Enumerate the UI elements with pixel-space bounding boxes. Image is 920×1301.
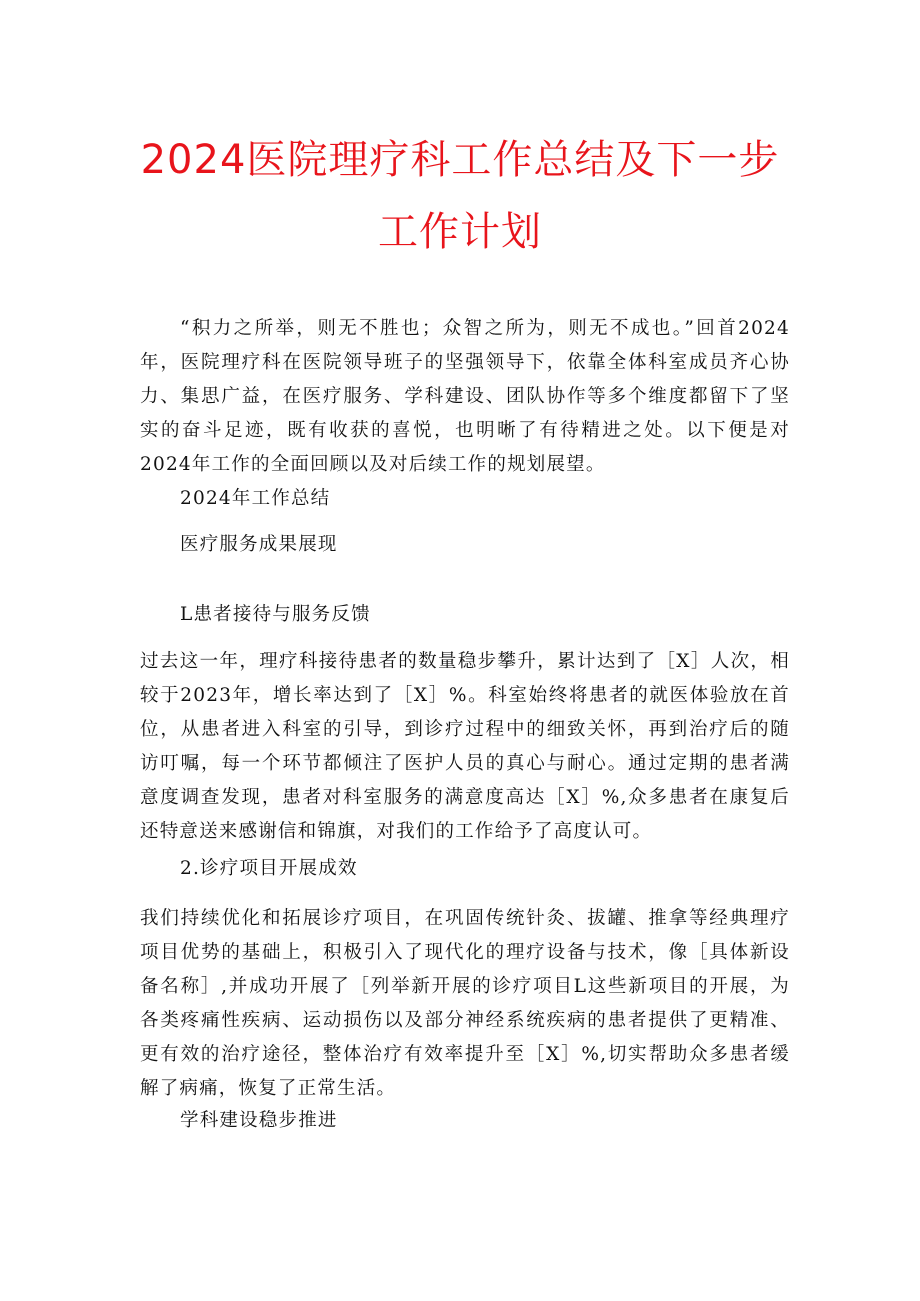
paragraph-projects: 我们持续优化和拓展诊疗项目，在巩固传统针灸、拔罐、推拿等经典理疗项目优势的基础上，积极引入了现代化的理疗设备与技术，像［具体新设备名称］,并成功开展了［列举新开展的诊疗项目L这些新项目的开展，为各类疼痛性疾病、运动损伤以及部分神经系统疾病的患者提供了更精准、更有效的治疗途径，整体治疗有效率提升至［X］%,切实帮助众多患者缓解了病痛，恢复了正常生活。 bbox=[140, 908, 790, 1099]
item-heading-reception: L患者接待与服务反馈 bbox=[180, 604, 371, 625]
section-heading-summary: 2024年工作总结 bbox=[180, 488, 331, 509]
subsection-heading-medical: 医疗服务成果展现 bbox=[180, 534, 338, 555]
intro-paragraph: “积力之所举，则无不胜也；众智之所为，则无不成也。”回首2024年，医院理疗科在医院领导班子的坚强领导下，依靠全体科室成员齐心协力、集思广益，在医疗服务、学科建设、团队协作等多个维度都留下了坚实的奋斗足迹，既有收获的喜悦，也明晰了有待精进之处。以下便是对2024年工作的全面回顾以及对后续工作的规划展望。 bbox=[140, 318, 790, 475]
document-title-line1: 2024医院理疗科工作总结及下一步 bbox=[140, 137, 780, 183]
subsection-heading-discipline: 学科建设稳步推进 bbox=[180, 1110, 338, 1131]
document-title-line2: 工作计划 bbox=[378, 209, 542, 255]
item-heading-projects: 2.诊疗项目开展成效 bbox=[180, 858, 358, 879]
paragraph-reception: 过去这一年，理疗科接待患者的数量稳步攀升，累计达到了［X］人次，相较于2023年，增长率达到了［X］%。科室始终将患者的就医体验放在首位，从患者进入科室的引导，到诊疗过程中的细致关怀，再到治疗后的随访叮嘱，每一个环节都倾注了医护人员的真心与耐心。通过定期的患者满意度调查发现，患者对科室服务的满意度高达［X］%,众多患者在康复后还特意送来感谢信和锦旗，对我们的工作给予了高度认可。 bbox=[140, 651, 790, 842]
